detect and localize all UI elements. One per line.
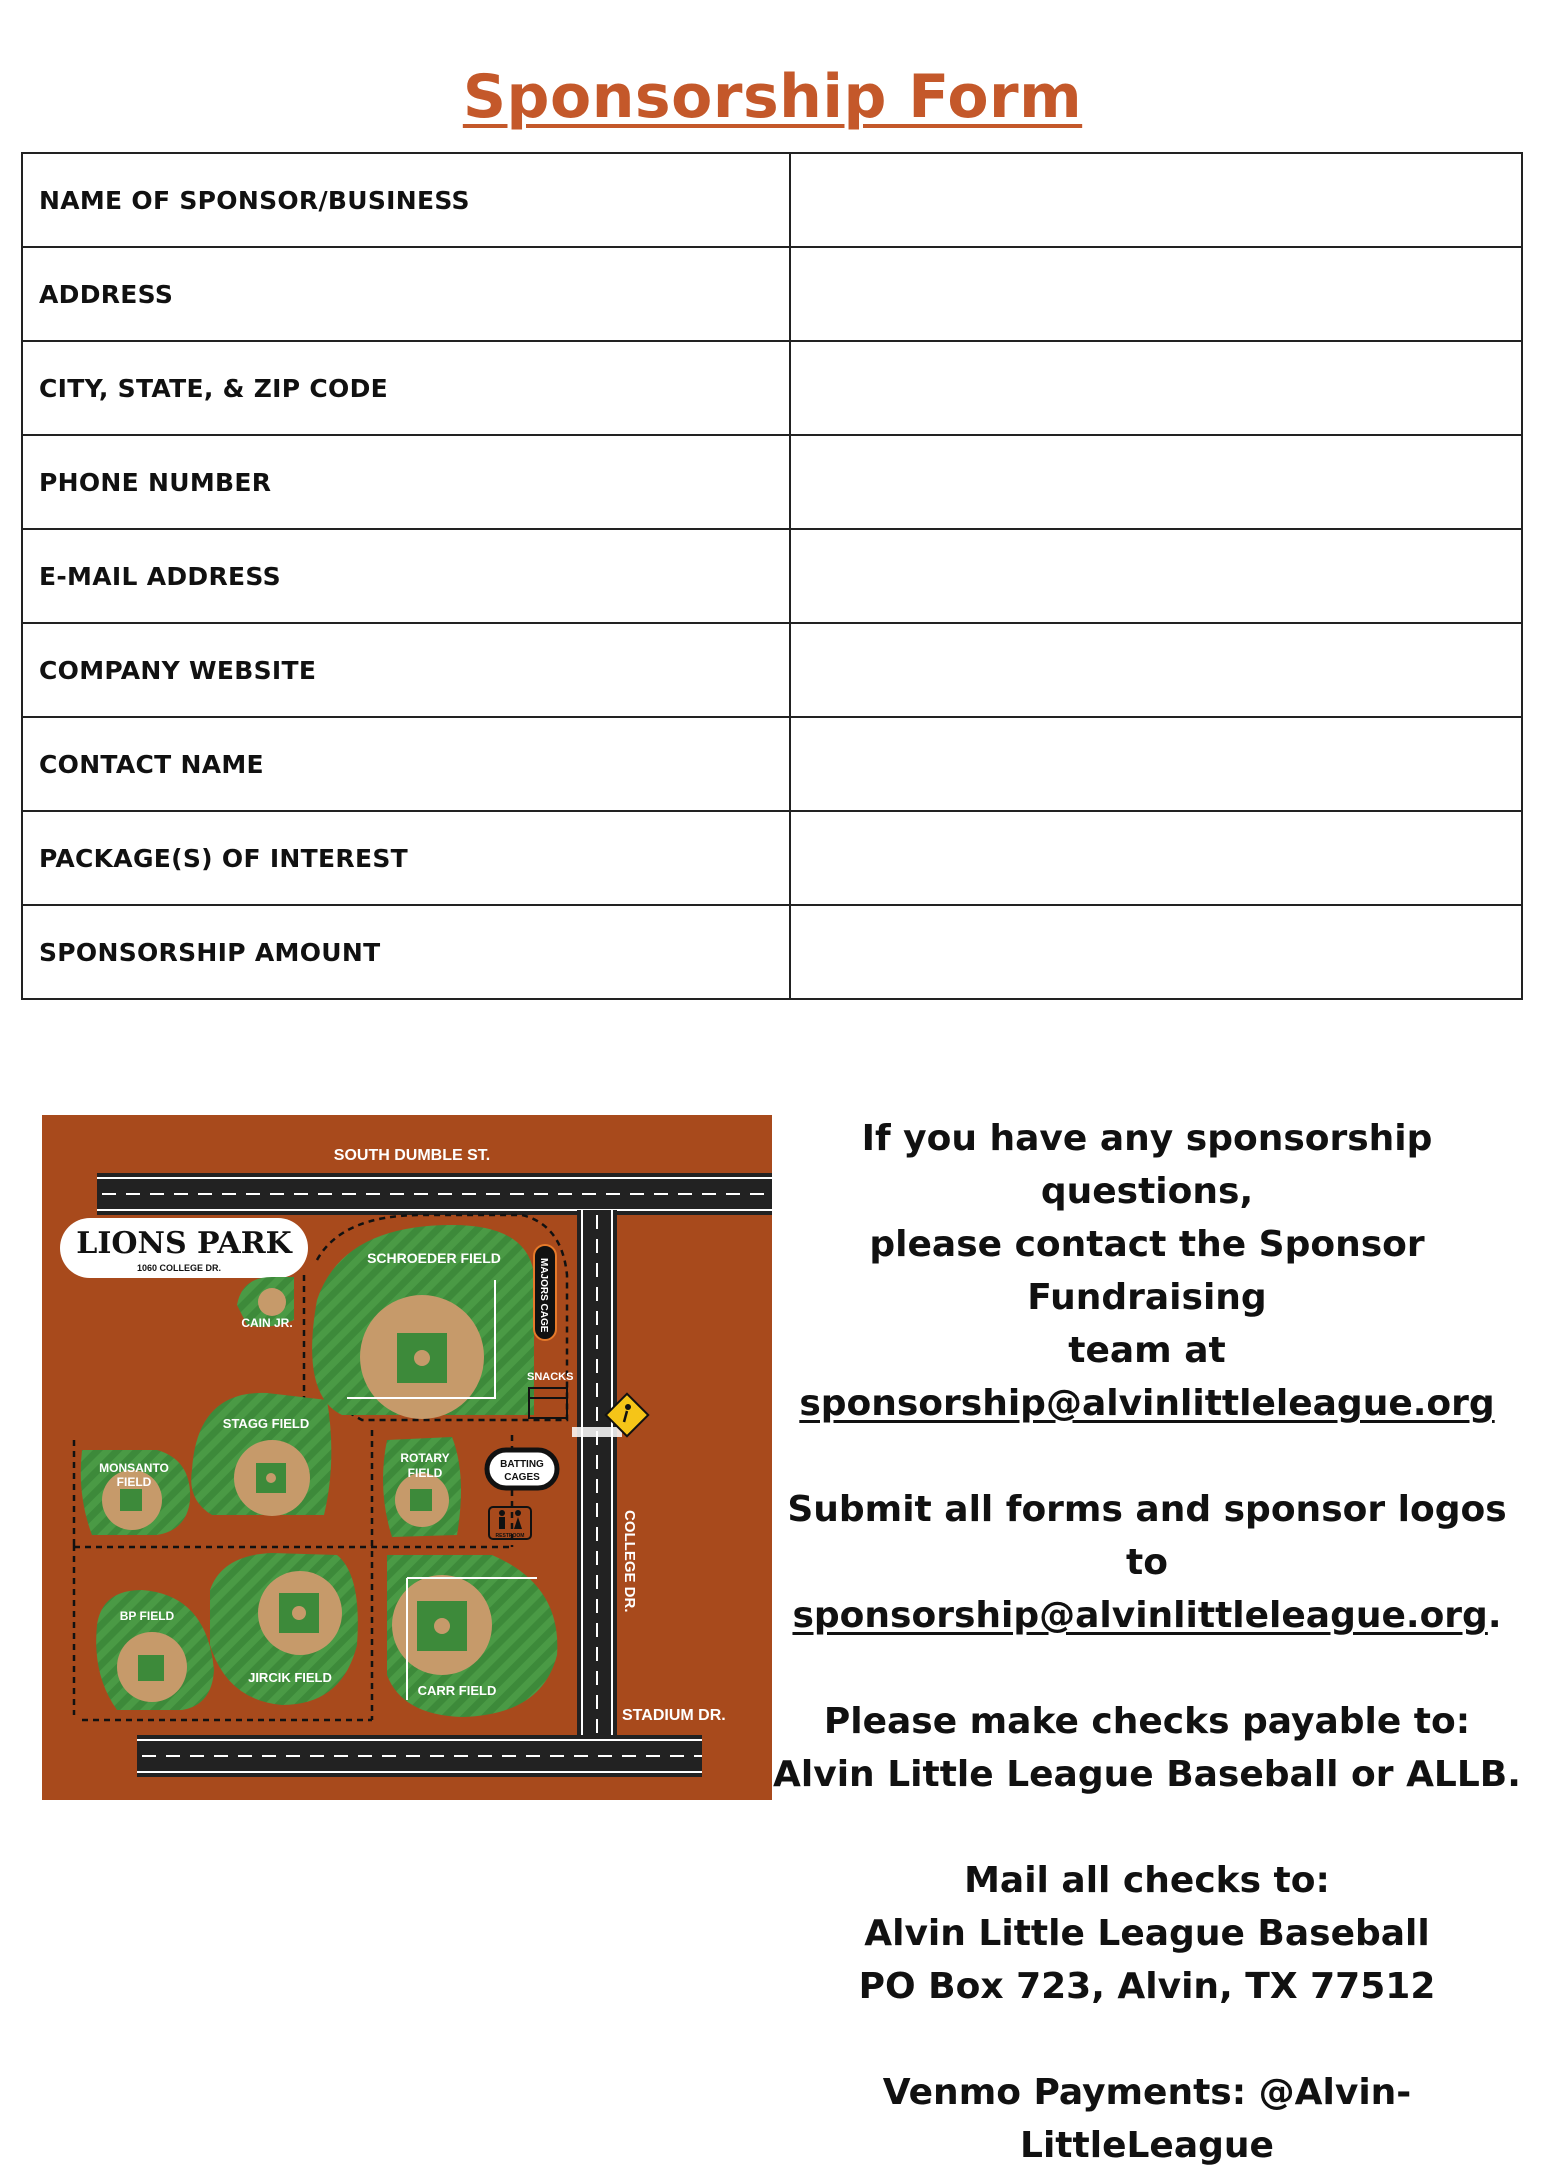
form-row — [22, 341, 1522, 435]
field-label-address: ADDRESS — [22, 247, 790, 341]
field-label-bp: BP FIELD — [119, 1609, 175, 1623]
field-label-phone: PHONE NUMBER — [22, 435, 790, 529]
street-label-college-dr: COLLEGE DR. — [621, 1510, 638, 1613]
contact-line: please contact the Sponsor Fundraising — [869, 1224, 1425, 1318]
batting-cages — [487, 1450, 557, 1488]
road-stadium-dr — [137, 1735, 702, 1777]
park-name: LIONS PARK — [76, 1226, 292, 1261]
form-row — [22, 623, 1522, 717]
submit-line: Submit all forms and sponsor logos to — [787, 1489, 1507, 1583]
form-row — [22, 811, 1522, 905]
field-value-city-state-zip[interactable] — [790, 341, 1522, 435]
street-label-south-dumble: SOUTH DUMBLE ST. — [333, 1147, 491, 1164]
contact-email-link[interactable]: sponsorship@alvinlittleleague.org — [799, 1383, 1495, 1424]
majors-cage-label: MAJORS CAGE — [538, 1258, 549, 1333]
sponsorship-form-table — [21, 152, 1523, 1000]
snacks-label: SNACKS — [527, 1371, 574, 1383]
field-label-packages: PACKAGE(S) OF INTEREST — [22, 811, 790, 905]
field-value-packages[interactable] — [790, 811, 1522, 905]
submit-period: . — [1487, 1595, 1502, 1636]
majors-cage — [534, 1245, 556, 1340]
form-row — [22, 153, 1522, 247]
field-value-amount[interactable] — [790, 905, 1522, 999]
field-label-city-state-zip: CITY, STATE, & ZIP CODE — [22, 341, 790, 435]
field-label-rotary-2: FIELD — [407, 1466, 443, 1480]
field-label-contact-name: CONTACT NAME — [22, 717, 790, 811]
park-address: 1060 COLLEGE DR. — [137, 1263, 222, 1273]
field-value-address[interactable] — [790, 247, 1522, 341]
mail-recipient: Alvin Little League Baseball — [864, 1913, 1430, 1954]
road-south-dumble — [97, 1173, 772, 1215]
field-label-carr: CARR FIELD — [417, 1683, 497, 1698]
field-label-email: E-MAIL ADDRESS — [22, 529, 790, 623]
batting-cages-label-1: BATTING — [500, 1459, 544, 1470]
mail-address: PO Box 723, Alvin, TX 77512 — [858, 1966, 1436, 2007]
form-row — [22, 529, 1522, 623]
submit-email-link[interactable]: sponsorship@alvinlittleleague.org — [792, 1595, 1488, 1636]
field-label-website: COMPANY WEBSITE — [22, 623, 790, 717]
field-value-phone[interactable] — [790, 435, 1522, 529]
batting-cages-label-2: CAGES — [504, 1472, 540, 1483]
sponsorship-info — [772, 1112, 1522, 2172]
form-row — [22, 717, 1522, 811]
restroom-label: RESTROOM — [495, 1533, 525, 1539]
field-value-contact-name[interactable] — [790, 717, 1522, 811]
field-label-jircik: JIRCIK FIELD — [248, 1670, 332, 1685]
field-label-amount: SPONSORSHIP AMOUNT — [22, 905, 790, 999]
contact-line: If you have any sponsorship questions, — [861, 1118, 1433, 1212]
field-value-email[interactable] — [790, 529, 1522, 623]
park-map — [42, 1115, 772, 1800]
field-label-cain: CAIN JR. — [241, 1316, 293, 1330]
checks-line: Please make checks payable to: — [823, 1701, 1471, 1742]
jircik-field — [210, 1553, 358, 1705]
rotary-field — [383, 1437, 461, 1537]
contact-line: team at — [1068, 1330, 1226, 1371]
mail-heading: Mail all checks to: — [964, 1860, 1330, 1901]
field-value-website[interactable] — [790, 623, 1522, 717]
form-row — [22, 905, 1522, 999]
field-label-monsanto-1: MONSANTO — [99, 1461, 169, 1475]
monsanto-field — [81, 1450, 190, 1535]
field-label-rotary-1: ROTARY — [400, 1451, 450, 1465]
field-label-monsanto-2: FIELD — [116, 1475, 152, 1489]
checks-payee: Alvin Little League Baseball or ALLB. — [773, 1754, 1521, 1795]
form-row — [22, 435, 1522, 529]
form-row — [22, 247, 1522, 341]
venmo-line: Venmo Payments: @Alvin-LittleLeague — [882, 2072, 1412, 2166]
street-label-stadium-dr: STADIUM DR. — [622, 1707, 726, 1724]
field-label-schroeder: SCHROEDER FIELD — [367, 1250, 501, 1266]
road-college-dr — [572, 1210, 622, 1735]
field-value-sponsor-name[interactable] — [790, 153, 1522, 247]
form-title: Sponsorship Form — [462, 62, 1083, 132]
field-label-stagg: STAGG FIELD — [222, 1416, 310, 1431]
field-label-sponsor-name: NAME OF SPONSOR/BUSINESS — [22, 153, 790, 247]
